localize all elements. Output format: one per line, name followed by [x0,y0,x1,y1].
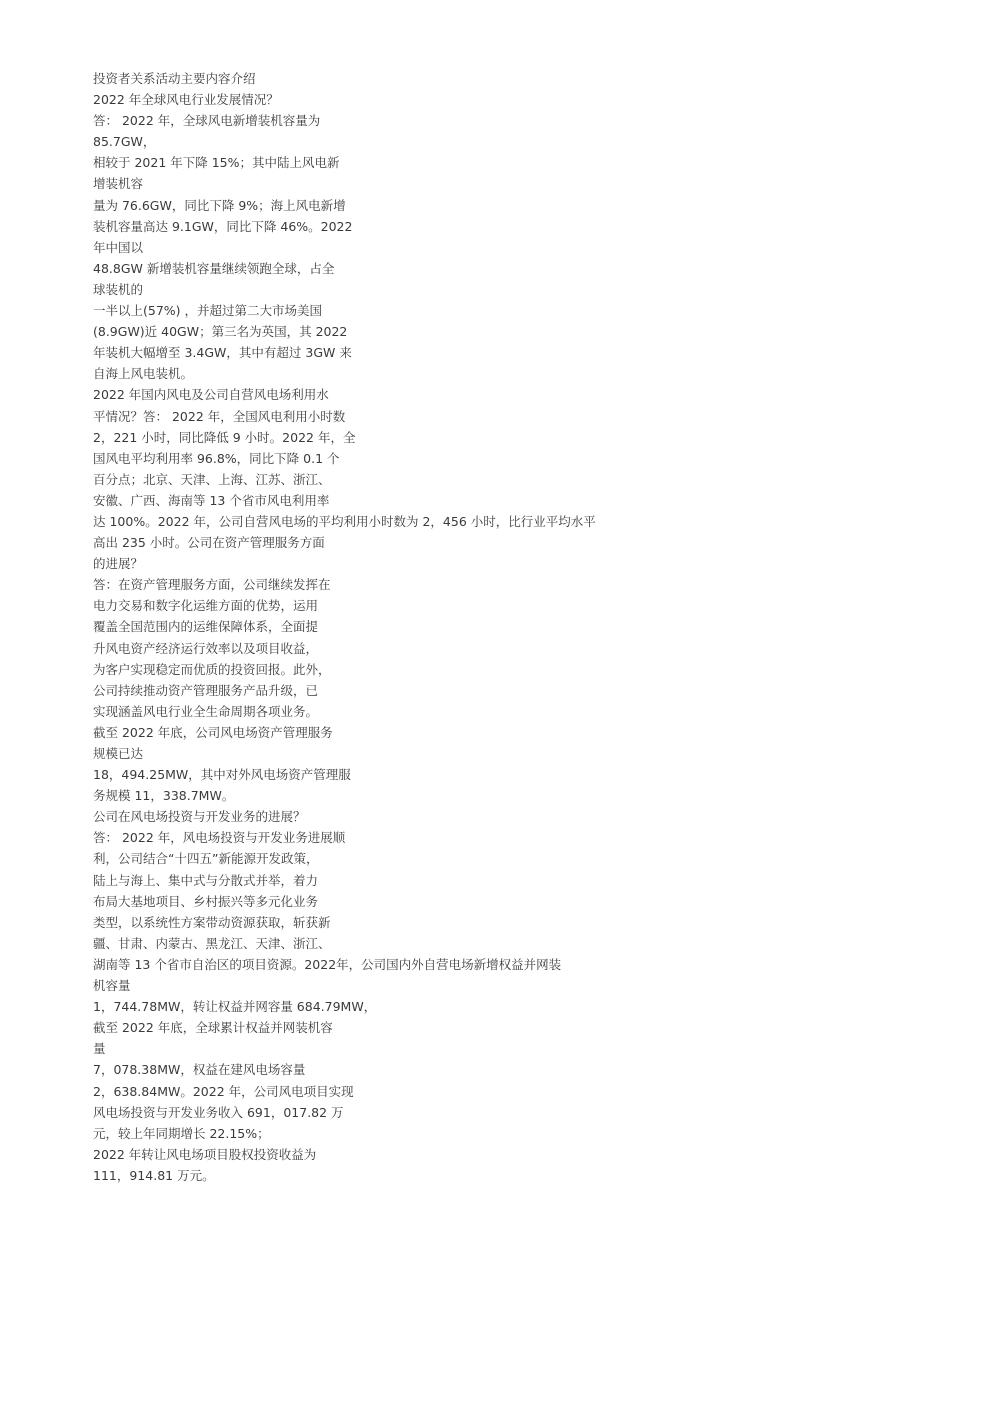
text-line: 百分点；北京、天津、上海、江苏、浙江、 [93,471,331,487]
text-line: 答：在资产管理服务方面，公司继续发挥在 [93,577,331,593]
text-line: 务规模 11，338.7MW。 [93,788,235,804]
text-line: 安徽、广西、海南等 13 个省市风电利用率 [93,492,330,508]
text-line: 升风电资产经济运行效率以及项目收益， [93,640,319,656]
text-line: 电力交易和数字化运维方面的优势，运用 [93,598,319,614]
text-line: 量 [93,1041,106,1057]
text-line: 布局大基地项目、乡村振兴等多元化业务 [93,893,319,909]
text-line: 规模已达 [93,746,144,761]
text-line: 类型，以系统性方案带动资源获取，斩获新 [93,914,331,930]
text-line: 机容量 [93,978,131,994]
text-line: 答： 2022 年，风电场投资与开发业务进展顺 [93,830,346,846]
text-line: 利，公司结合“十四五”新能源开发政策， [93,851,319,867]
text-line: 实现涵盖风电行业全生命周期各项业务。 [93,703,319,719]
text-line: 量为 76.6GW，同比下降 9%；海上风电新增 [93,197,346,213]
text-line: 公司在风电场投资与开发业务的进展？ [93,809,306,825]
text-line: 截至 2022 年底，全球累计权益并网装机容 [93,1020,333,1036]
text-line: 球装机的 [93,281,144,297]
text-line: 陆上与海上、集中式与分散式并举，着力 [93,872,319,888]
text-line: 答： 2022 年，全球风电新增装机容量为 [93,113,321,129]
text-line: 平情况？答： 2022 年，全国风电利用小时数 [93,408,346,424]
text-line: 2022 年全球风电行业发展情况？ [93,92,279,108]
text-line: 85.7GW， [93,134,156,150]
text-line: 18，494.25MW，其中对外风电场资产管理服 [93,767,351,783]
text-line: 公司持续推动资产管理服务产品升级，已 [93,682,319,698]
text-line: 国风电平均利用率 96.8%，同比下降 0.1 个 [93,450,340,466]
text-line: 风电场投资与开发业务收入 691，017.82 万 [93,1104,344,1120]
text-line: 年中国以 [93,239,144,255]
document-body [93,68,653,1186]
text-line: 自海上风电装机。 [93,366,194,382]
text-line: 截至 2022 年底，公司风电场资产管理服务 [93,724,333,740]
text-line: 装机容量高达 9.1GW，同比下降 46%。2022 [93,218,353,234]
text-line: 增装机容 [93,176,144,192]
text-line: 湖南等 13 个省市自治区的项目资源。2022年，公司国内外自营电场新增权益并网装 [93,956,562,972]
text-line: 2，221 小时，同比降低 9 小时。2022 年，全 [93,429,356,445]
text-line: (8.9GW)近 40GW；第三名为英国，其 2022 [93,324,348,340]
text-line: 48.8GW 新增装机容量继续领跑全球，占全 [93,260,335,276]
text-line: 相较于 2021 年下降 15%；其中陆上风电新 [93,155,340,171]
text-line: 为客户实现稳定而优质的投资回报。此外， [93,661,331,677]
text-line: 111，914.81 万元。 [93,1167,215,1183]
text-line: 2，638.84MW。2022 年，公司风电项目实现 [93,1083,354,1099]
text-line: 2022 年国内风电及公司自营风电场利用水 [93,387,329,403]
text-line: 一半以上(57%) ，并超过第二大市场美国 [93,303,323,319]
text-line: 高出 235 小时。公司在资产管理服务方面 [93,535,325,551]
text-line: 投资者关系活动主要内容介绍 [93,71,256,86]
text-line: 7，078.38MW，权益在建风电场容量 [93,1062,306,1078]
text-line: 疆、甘肃、内蒙古、黑龙江、天津、浙江、 [93,935,331,951]
text-line: 达 100%。2022 年，公司自营风电场的平均利用小时数为 2，456 小时，比行业平均水平 [93,513,596,529]
text-line: 年装机大幅增至 3.4GW，其中有超过 3GW 来 [93,345,352,361]
text-line: 1，744.78MW，转让权益并网容量 684.79MW， [93,999,377,1015]
text-line: 元，较上年同期增长 22.15%； [93,1125,270,1141]
text-line: 2022 年转让风电场项目股权投资收益为 [93,1146,317,1162]
text-line: 覆盖全国范围内的运维保障体系，全面提 [93,619,319,635]
text-line: 的进展？ [93,556,144,572]
